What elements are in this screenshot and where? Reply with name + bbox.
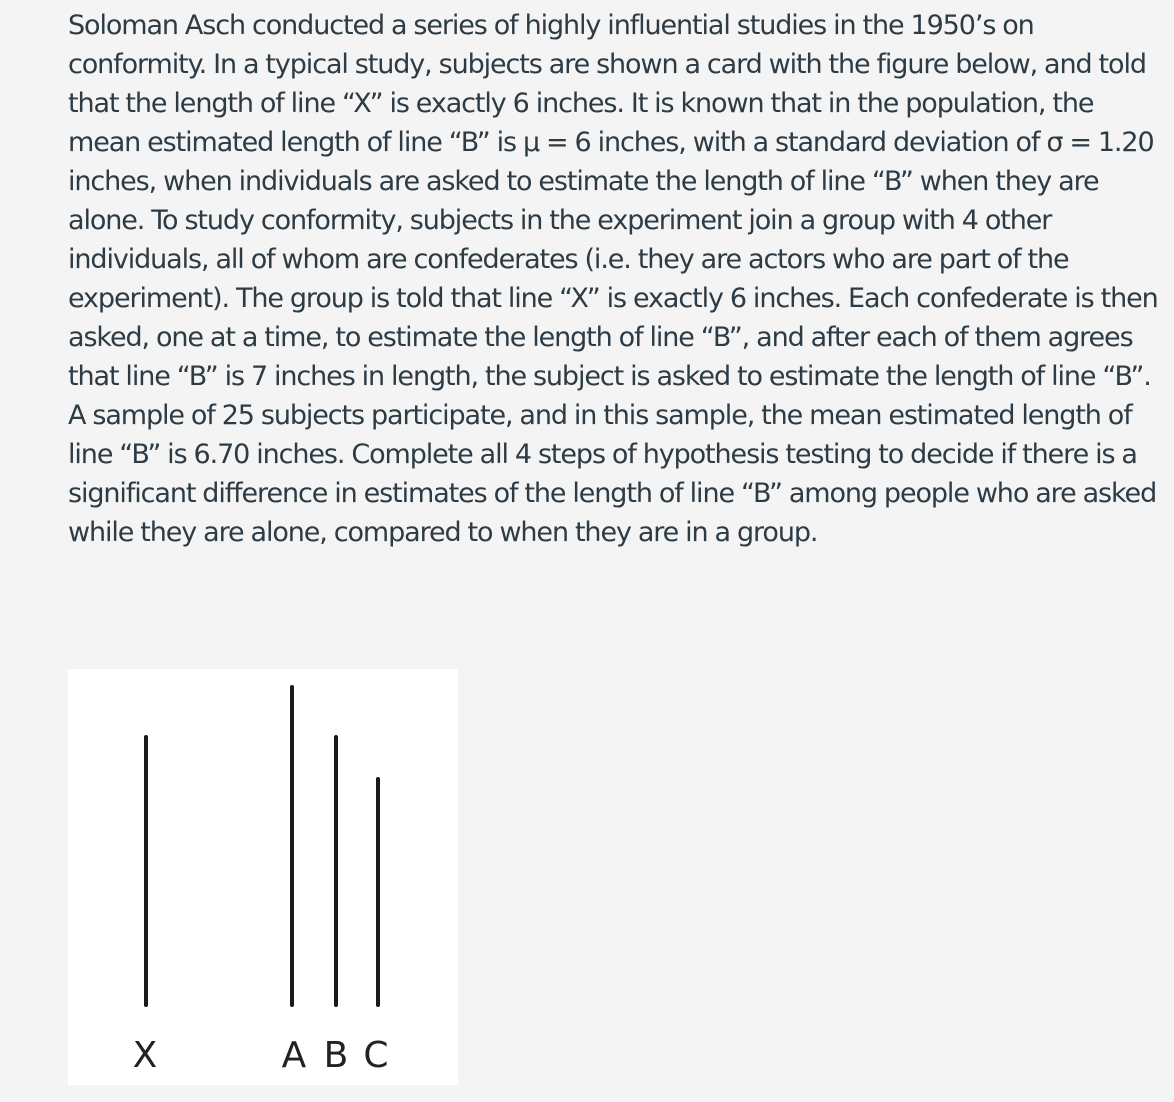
asch-line-figure bbox=[68, 669, 458, 1085]
label-b: B bbox=[323, 1035, 349, 1076]
label-a: A bbox=[281, 1035, 307, 1076]
label-x: X bbox=[132, 1035, 158, 1076]
line-comparison-drawing bbox=[68, 669, 458, 1085]
question-paragraph: Soloman Asch conducted a series of highly influential studies in the 1950’s on conformity. In a typical study, subjects are shown a card with the figure below, and told that the length of line “X” is exactly 6 inches. It is known that in the population, the mean estimated length of line “B” is μ = 6 inches, with a standard deviation of σ = 1.20 inches, when individuals are asked to estimate the length of line “B” when they are alone. To study conformity, subjects in the experiment join a group with 4 other individuals, all of whom are confederates (i.e. they are actors who are part of the experiment). The group is told that line “X” is exactly 6 inches. Each confederate is then asked, one at a time, to estimate the length of line “B”, and after each of them agrees that line “B” is 7 inches in length, the subject is asked to estimate the length of line “B”. A sample of 25 subjects participate, and in this sample, the mean estimated length of line “B” is 6.70 inches. Complete all 4 steps of hypothesis testing to decide if there is a significant difference in estimates of the length of line “B” among people who are asked while they are alone, compared to when they are in a group. bbox=[68, 10, 1158, 548]
label-c: C bbox=[363, 1035, 389, 1076]
